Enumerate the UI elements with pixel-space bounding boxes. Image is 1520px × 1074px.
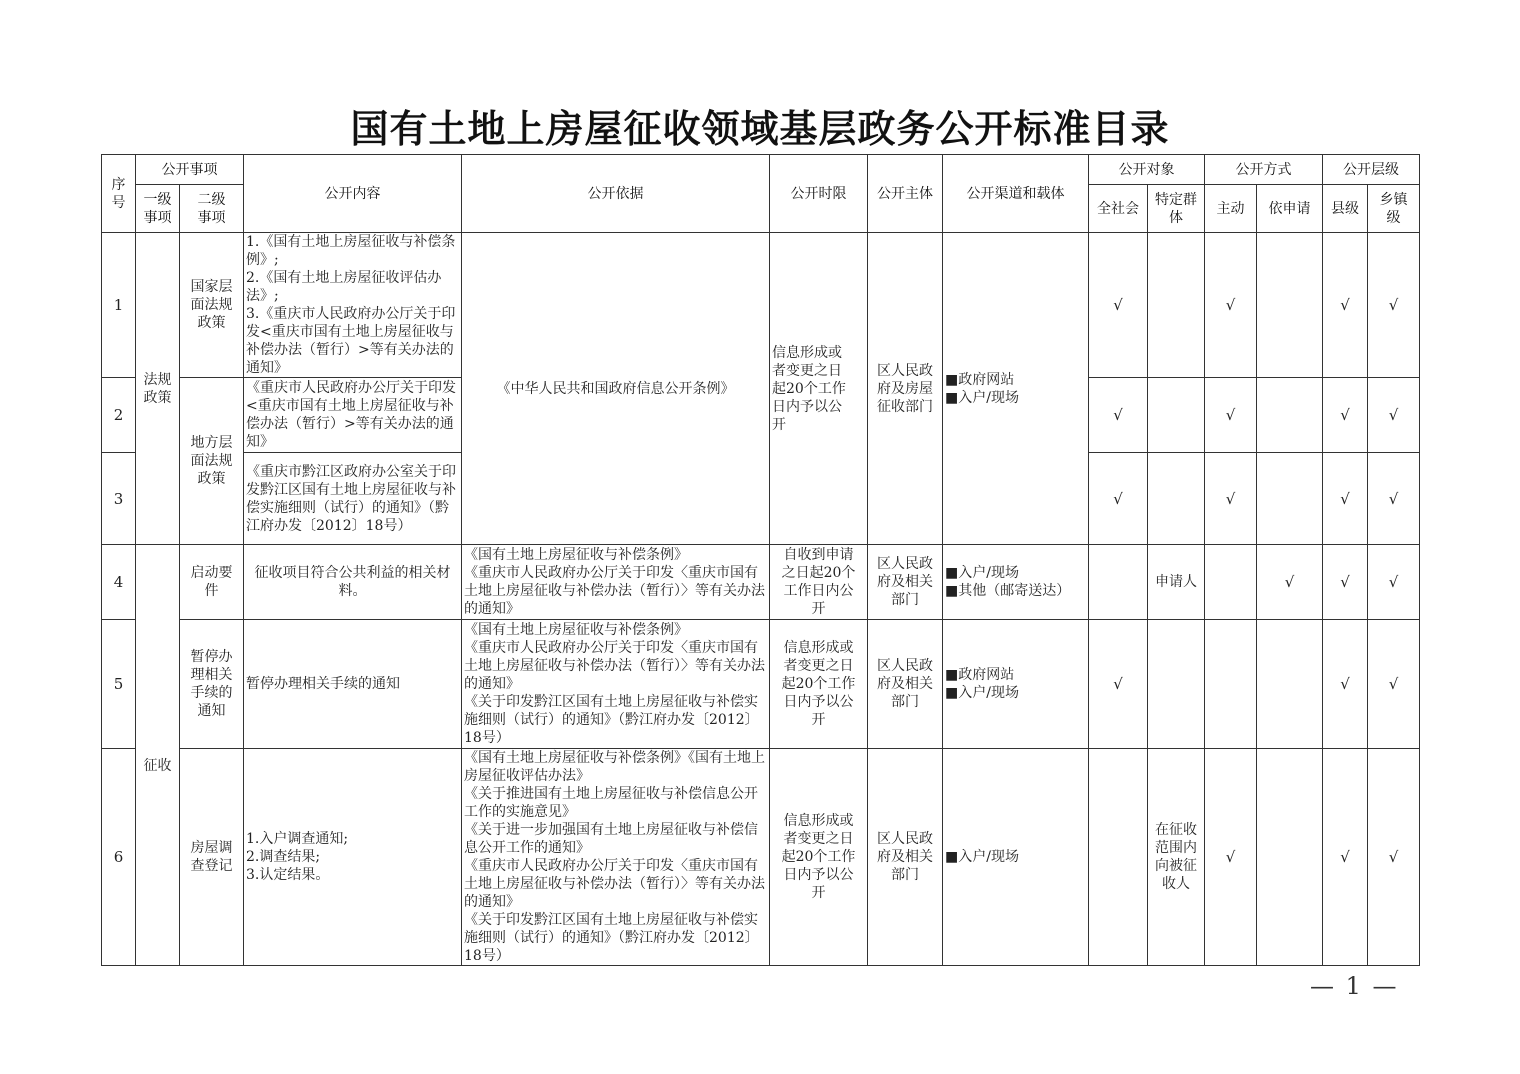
header-content: 公开内容 <box>244 155 462 233</box>
header-level1: 一级 事项 <box>136 185 180 233</box>
row-channel: ■政府网站 ■入户/现场 <box>943 620 1089 749</box>
row-level-town: √ <box>1368 453 1420 545</box>
row-number: 4 <box>102 545 136 620</box>
row-time-limit: 信息形成或 者变更之日 起20个工作 日内予以公 开 <box>770 620 868 749</box>
row-method-apply <box>1257 233 1323 378</box>
row-number: 6 <box>102 749 136 966</box>
row-method-active: √ <box>1205 233 1257 378</box>
row-target-all <box>1089 749 1148 966</box>
row-target-specific <box>1148 378 1205 453</box>
row-level-county: √ <box>1323 453 1368 545</box>
merged-channel: ■政府网站 ■入户/现场 <box>943 233 1089 545</box>
row-subject: 区人民政 府及相关 部门 <box>868 749 943 966</box>
row-level-county: √ <box>1323 233 1368 378</box>
row-method-apply <box>1257 749 1323 966</box>
row-level2: 暂停办 理相关 手续的 通知 <box>180 620 244 749</box>
row-target-specific: 在征收 范围内 向被征 收人 <box>1148 749 1205 966</box>
row-basis: 《国有土地上房屋征收与补偿条例》《国有土地上房屋征收评估办法》 《关于推进国有土地上房屋征收与补偿信息公开工作的实施意见》 《关于进一步加强国有土地上房屋征收与补偿信息公开工作的通知》 《重庆市人民政府办公厅关于印发〈重庆市国有土地上房屋征收与补偿办法（暂行）〉等有关办法的通知》 《关于印发黔江区国有土地上房屋征收与补偿实施细则（试行）的通知》（黔江府办发〔2012〕18号） <box>462 749 770 966</box>
row-level2: 房屋调 查登记 <box>180 749 244 966</box>
row-channel: ■入户/现场 <box>943 749 1089 966</box>
header-level-county: 县级 <box>1323 185 1368 233</box>
row-level-county: √ <box>1323 545 1368 620</box>
table-row <box>102 749 1420 966</box>
row-number: 1 <box>102 233 136 378</box>
header-target-specific: 特定群 体 <box>1148 185 1205 233</box>
merged-time-limit: 信息形成或 者变更之日 起20个工作 日内予以公 开 <box>770 233 868 545</box>
row-content: 《重庆市黔江区政府办公室关于印发黔江区国有土地上房屋征收与补偿实施细则（试行）的通知》（黔江府办发〔2012〕18号） <box>244 453 462 545</box>
row-level-town: √ <box>1368 545 1420 620</box>
row-subject: 区人民政 府及相关 部门 <box>868 545 943 620</box>
row-basis: 《国有土地上房屋征收与补偿条例》 《重庆市人民政府办公厅关于印发〈重庆市国有土地上房屋征收与补偿办法（暂行）〉等有关办法的通知》 <box>462 545 770 620</box>
row-level-town: √ <box>1368 749 1420 966</box>
row-method-active <box>1205 545 1257 620</box>
header-level2: 二级 事项 <box>180 185 244 233</box>
row-content: 1.入户调查通知; 2.调查结果; 3.认定结果。 <box>244 749 462 966</box>
table-row <box>102 233 1420 378</box>
row-content: 暂停办理相关手续的通知 <box>244 620 462 749</box>
header-subject: 公开主体 <box>868 155 943 233</box>
header-level: 公开层级 <box>1323 155 1420 185</box>
row-target-specific <box>1148 233 1205 378</box>
row-method-apply <box>1257 620 1323 749</box>
row-level-county: √ <box>1323 620 1368 749</box>
row-target-all: √ <box>1089 233 1148 378</box>
row-target-all: √ <box>1089 620 1148 749</box>
header-target: 公开对象 <box>1089 155 1205 185</box>
row-level2: 地方层 面法规 政策 <box>180 378 244 545</box>
row-content: 《重庆市人民政府办公厅关于印发<重庆市国有土地上房屋征收与补偿办法（暂行）>等有关办法的通知》 <box>244 378 462 453</box>
row-level-town: √ <box>1368 233 1420 378</box>
row-target-specific <box>1148 620 1205 749</box>
row-time-limit: 自收到申请 之日起20个 工作日内公 开 <box>770 545 868 620</box>
row-method-active: √ <box>1205 749 1257 966</box>
row-method-apply <box>1257 378 1323 453</box>
row-number: 5 <box>102 620 136 749</box>
header-seq: 序 号 <box>102 155 136 233</box>
row-method-active: √ <box>1205 378 1257 453</box>
row-channel: ■入户/现场 ■其他（邮寄送达） <box>943 545 1089 620</box>
row-content: 征收项目符合公共利益的相关材料。 <box>244 545 462 620</box>
directory-table <box>101 154 1420 966</box>
row-level-town: √ <box>1368 620 1420 749</box>
header-target-all: 全社会 <box>1089 185 1148 233</box>
row-method-active <box>1205 620 1257 749</box>
row-method-apply: √ <box>1257 545 1323 620</box>
header-method-apply: 依申请 <box>1257 185 1323 233</box>
row-level-county: √ <box>1323 378 1368 453</box>
merged-subject: 区人民政 府及房屋 征收部门 <box>868 233 943 545</box>
header-item: 公开事项 <box>136 155 244 185</box>
header-time-limit: 公开时限 <box>770 155 868 233</box>
row-number: 2 <box>102 378 136 453</box>
row-level-county: √ <box>1323 749 1368 966</box>
row-target-all: √ <box>1089 378 1148 453</box>
row-level2: 启动要 件 <box>180 545 244 620</box>
row-target-all: √ <box>1089 453 1148 545</box>
row-content: 1.《国有土地上房屋征收与补偿条例》; 2.《国有土地上房屋征收评估办法》; 3.《重庆市人民政府办公厅关于印发<重庆市国有土地上房屋征收与补偿办法（暂行）>等有关办法的通知》 <box>244 233 462 378</box>
row-subject: 区人民政 府及相关 部门 <box>868 620 943 749</box>
group-law-policy: 法规 政策 <box>136 233 180 545</box>
row-number: 3 <box>102 453 136 545</box>
page-title: 国有土地上房屋征收领域基层政务公开标准目录 <box>350 107 1170 151</box>
row-basis: 《国有土地上房屋征收与补偿条例》 《重庆市人民政府办公厅关于印发〈重庆市国有土地上房屋征收与补偿办法（暂行）〉等有关办法的通知》 《关于印发黔江区国有土地上房屋征收与补偿实施细则（试行）的通知》（黔江府办发〔2012〕18号） <box>462 620 770 749</box>
page-number: — 1 — <box>1310 972 1399 1000</box>
group-expropriation: 征收 <box>136 545 180 966</box>
row-target-all <box>1089 545 1148 620</box>
header-basis: 公开依据 <box>462 155 770 233</box>
header-method: 公开方式 <box>1205 155 1323 185</box>
merged-basis: 《中华人民共和国政府信息公开条例》 <box>462 233 770 545</box>
row-target-specific: 申请人 <box>1148 545 1205 620</box>
table-row <box>102 545 1420 620</box>
table-row <box>102 620 1420 749</box>
row-method-apply <box>1257 453 1323 545</box>
row-time-limit: 信息形成或 者变更之日 起20个工作 日内予以公 开 <box>770 749 868 966</box>
row-method-active: √ <box>1205 453 1257 545</box>
row-level2: 国家层 面法规 政策 <box>180 233 244 378</box>
header-level-town: 乡镇 级 <box>1368 185 1420 233</box>
header-method-active: 主动 <box>1205 185 1257 233</box>
row-target-specific <box>1148 453 1205 545</box>
row-level-town: √ <box>1368 378 1420 453</box>
header-channel: 公开渠道和载体 <box>943 155 1089 233</box>
